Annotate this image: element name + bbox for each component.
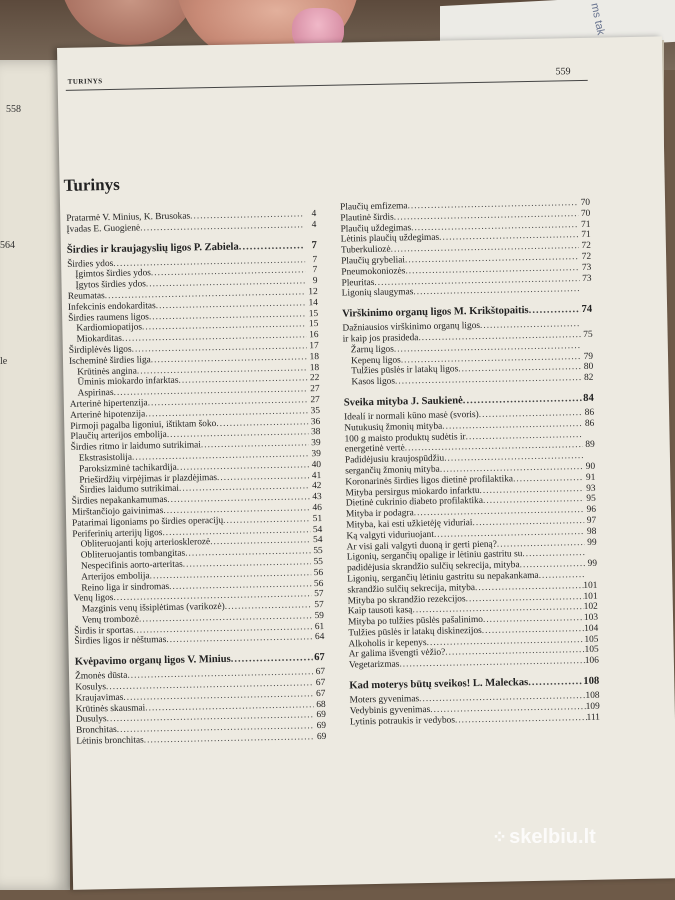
toc-page-number: 101 [583, 591, 598, 602]
toc-entry-label: Prieširdžių virpėjimas ir plazdėjimas [79, 472, 218, 486]
toc-page-number: 90 [585, 461, 596, 472]
toc-entry-label: Kad moterys būtų sveikos! L. Maleckas [349, 677, 529, 692]
toc-entry-label: Ką valgyti viduriuojant [346, 529, 434, 542]
toc-entry-label: Pratarmė V. Minius, K. Brusokas [66, 211, 191, 224]
toc-page-number: 93 [586, 483, 596, 494]
toc-page-number: 56 [313, 567, 324, 578]
toc-page-number: 98 [586, 526, 597, 537]
toc-page-number: 102 [583, 602, 598, 613]
toc-entry-label: Nutukusių žmonių mityba [344, 421, 443, 434]
toc-entry-label: Pneumokoniozės [341, 266, 406, 278]
toc-entry-label: Širdies ydos [67, 258, 114, 270]
toc-entry-label: Ekstrasistolija [78, 452, 133, 464]
toc-page-number: 41 [311, 470, 322, 481]
watermark-text: skelbiu.lt [509, 826, 596, 848]
toc-page-number: 95 [586, 494, 596, 505]
toc-entry-label: Širdies ir kraujagyslių ligos P. Zabiela [66, 241, 239, 256]
toc-entry-label: Plaučių arterijos embolija [70, 430, 167, 443]
toc-entry-label: Ligonių slaugymas [341, 287, 414, 299]
left-page-fragment: le [0, 356, 8, 367]
toc-page-number: 54 [313, 535, 323, 546]
toc-entry-label: Virškinimo organų ligos M. Krikštopaitis [342, 305, 529, 320]
toc-entry-label: Ischeminė širdies liga [68, 355, 151, 367]
toc-page-number: 15 [308, 308, 319, 319]
toc-entry-label: Vegetarizmas [348, 659, 400, 671]
toc-page-number: 55 [313, 546, 323, 557]
toc-page-number: 57 [314, 600, 324, 611]
toc-entry-label: Nespecifinis aorto-arteritas [80, 559, 183, 572]
book-page [57, 36, 675, 889]
toc-entry-label: Plautinė širdis [340, 212, 394, 224]
dots-logo-icon: ⁘ [492, 827, 506, 847]
toc-entry-label: Širdis ir sportas [74, 625, 134, 637]
toc-entry-label: energetinė vertė [344, 443, 405, 455]
toc-page-number: 67 [314, 652, 325, 664]
running-title: TURINYS [67, 77, 103, 86]
toc-entry-label: Ar galima išvengti vėžio? [348, 648, 446, 660]
toc-leader-dots [144, 732, 315, 746]
toc-leader-dots [455, 713, 587, 726]
toc-page-number: 51 [312, 513, 323, 524]
toc-entry-label: Ūminis miokardo infarktas [77, 376, 179, 389]
toc-entry-label: Širdiplėvės ligos [68, 344, 132, 356]
toc-page-number: 71 [581, 219, 591, 230]
toc-page-number: 70 [580, 208, 591, 219]
toc-entry-label: Pleuritas [341, 277, 375, 289]
toc-entry-label: Bronchitas [76, 725, 117, 737]
toc-entry-label: Moters gyvenimas [349, 694, 420, 706]
toc-entry-label: Plaučių grybeliai [341, 255, 406, 267]
toc-left-column [66, 209, 326, 748]
left-page-number: 558 [6, 104, 21, 115]
toc-entry-label: Žmonės dūsta [74, 671, 128, 683]
toc-page-number: 82 [583, 372, 594, 384]
toc-page-number: 67 [315, 688, 326, 700]
toc-entry-label: padidėjusia skrandžio sulčių sekrecija, mityba [346, 560, 520, 574]
toc-page-number: 69 [316, 721, 327, 732]
toc-entry-label: Pirmoji pagalba ligoniui, ištiktam šoko [70, 418, 217, 432]
toc-entry-label: Mityba persirgus miokardo infarktu [345, 485, 480, 499]
toc-page-number: 67 [315, 678, 326, 689]
toc-page-number: 27 [310, 394, 320, 406]
toc-page-number: 91 [585, 472, 596, 483]
toc-entry-label: Koronarinės širdies ligos dietinė profilaktika [345, 474, 514, 488]
toc-entry-label: Obliteruojantis tombangitas [80, 548, 186, 561]
toc-entry-label: Dusulys [75, 714, 107, 726]
toc-page-number: 72 [581, 240, 591, 252]
toc-page-number: 70 [580, 197, 591, 208]
toc-entry-label: Periferinių arterijų ligos [72, 527, 163, 540]
toc-page-number: 69 [316, 732, 327, 743]
toc-entry-label: Kepenų ligos [350, 355, 401, 366]
toc-page-number: 27 [310, 384, 320, 395]
toc-entry-label: sergančių žmonių mityba [345, 464, 440, 477]
toc-page-number: 16 [309, 330, 319, 341]
toc-leader-dots [463, 392, 582, 407]
toc-entry-label: Reino liga ir sindromas [81, 581, 170, 594]
toc-entry-label: Venų ligos [73, 593, 114, 605]
toc-page-number: 84 [583, 392, 594, 404]
toc-page-number: 69 [316, 710, 326, 721]
toc-leader-dots [239, 239, 305, 253]
page-number: 559 [555, 66, 571, 78]
toc-entry-label: Žarnų ligos [350, 344, 394, 356]
toc-page-number: 99 [587, 537, 597, 548]
toc-entry-label: Širdies laidumo sutrikimai [79, 484, 180, 496]
toc-entry-label: ir kaip jos prasideda [342, 333, 419, 345]
toc-entry-label: Reumatas [67, 291, 105, 302]
toc-entry-label: Vedybinis gyvenimas [349, 704, 431, 717]
toc-entry-label: Įgimtos širdies ydos [75, 268, 151, 281]
toc-entry-label: Ar visi gali valgyti duoną ir gerti pieną? [346, 539, 497, 553]
toc-page-number: 105 [584, 645, 599, 656]
toc-entry-label: Mityba, kai esti užkietėję viduriai [346, 518, 473, 531]
toc-entry-label: Širdies raumens ligos [68, 311, 150, 324]
toc-page-number: 54 [312, 524, 323, 535]
toc-right-column [340, 198, 600, 728]
toc-page-number: 86 [584, 418, 595, 429]
toc-entry-label: Kardiomiopatijos [76, 322, 143, 335]
toc-entry-label: Plaučių uždegimas [340, 222, 412, 235]
toc-entry-label: Kvėpavimo organų ligos V. Minius [74, 654, 231, 669]
toc-page-number: 42 [311, 481, 322, 492]
toc-entry-label: Kasos ligos [351, 376, 396, 388]
toc-entry-label: Obliteruojanti kojų arteriosklerozė [80, 537, 211, 550]
toc-page-number: 72 [581, 251, 592, 262]
toc-page-number: 7 [312, 254, 318, 265]
toc-entry-label: Įgytos širdies ydos [75, 279, 146, 291]
toc-page-number: 14 [308, 297, 319, 308]
toc-page-number: 79 [583, 351, 594, 362]
toc-page-number: 9 [312, 276, 318, 287]
toc-entry-label: Sveika mityba J. Saukienė [343, 395, 463, 409]
toc-page-number: 15 [308, 319, 319, 330]
toc-entry-label: Mirštančiojo gaivinimas [71, 505, 164, 518]
toc-page-number: 39 [311, 438, 321, 449]
toc-entry-label: Infekcinis endokarditas [67, 300, 156, 313]
toc-entry-label: Ligonių, sergančių opalige ir lėtiniu gastritu su [346, 549, 523, 563]
toc-entry-label: Kaip tausoti kasą [347, 605, 413, 617]
toc-entry-label: Patarimai ligoniams po širdies operacijų [72, 515, 224, 529]
toc-page-number: 12 [308, 287, 318, 298]
toc-page-number: 7 [312, 265, 318, 276]
toc-page-number: 67 [315, 667, 326, 678]
toc-entry-label: Širdies ritmo ir laidumo sutrikimai [70, 440, 201, 453]
watermark [492, 826, 596, 849]
toc-entry-label: Dažniausios virškinimo organų ligos [342, 321, 481, 334]
toc-page-number: 74 [581, 303, 593, 316]
toc-entry-label: Ligonių, sergančių lėtiniu gastritu su nepakankama [347, 570, 539, 585]
toc-page-number: 39 [311, 448, 321, 460]
toc-entry-label: Kosulys [75, 682, 107, 693]
toc-entry-label: Tulžies pūslės ir latakų ligos [351, 364, 459, 377]
toc-page-number: 43 [312, 492, 322, 503]
toc-entry-label: Aspirinas [77, 388, 114, 399]
toc-entry-label: Krūtinės skausmai [75, 703, 146, 715]
toc-entry-label: Lėtinis plaučių uždegimas [340, 233, 440, 245]
toc-entry-label: Lytinis potraukis ir vedybos [349, 715, 456, 728]
toc-page-number: 18 [309, 351, 320, 362]
toc-leader-dots [528, 675, 583, 689]
toc-page-number: 106 [584, 655, 599, 667]
toc-page-number: 36 [310, 416, 321, 427]
page-title: Turinys [63, 174, 120, 195]
toc-page-number: 97 [586, 515, 597, 526]
toc-entry-label: Idealí ir normali kūno masė (svoris) [344, 409, 479, 423]
toc-page-number: 64 [314, 632, 325, 643]
toc-page-number: 7 [311, 239, 317, 251]
toc-entry-label: 100 g maisto produktų sudėtis ir [344, 431, 466, 445]
toc-entry-label: Padidėjusiu kraujospūdžiu [344, 453, 445, 466]
toc-entry-label: Tulžies pūslės ir latakų diskinezijos [348, 625, 482, 639]
toc-page-number: 105 [584, 634, 599, 645]
toc-page-number: 18 [309, 362, 320, 373]
toc-page-number: 57 [314, 589, 324, 600]
toc-entry-label: Alkoholis ir kepenys [348, 637, 427, 650]
toc-page-number: 101 [583, 580, 598, 591]
toc-leader-dots [231, 651, 313, 666]
toc-page-number: 22 [309, 373, 320, 384]
card-text: ms tak [588, 2, 607, 37]
toc-page-number: 111 [586, 712, 601, 723]
toc-entry-label: Širdies ligos ir nėštumas [74, 635, 167, 648]
toc-entry-label: Arterinė hipotenzija [69, 409, 146, 421]
header-rule [66, 80, 588, 91]
toc-entry-label: Tuberkuliozė [340, 244, 391, 256]
toc-page-number: 73 [581, 262, 592, 273]
toc-entry-label: Venų trombozė [81, 614, 140, 626]
toc-page-number: 61 [314, 621, 325, 632]
toc-entry-label: Dietinė cukrinio diabeto profilaktika [345, 496, 484, 509]
toc-page-number: 73 [582, 273, 592, 284]
toc-entry-label: Mazginis venų išsiplėtimas (varikozė) [81, 601, 225, 615]
toc-page-number: 56 [313, 578, 324, 589]
toc-leader-dots [529, 303, 581, 317]
toc-entry-label: Paroksizminė tachikardija [78, 462, 177, 475]
toc-entry-label: Arterijos embolija [81, 571, 150, 583]
toc-page-number: 4 [311, 209, 317, 220]
toc-entry-label: Širdies nepakankamumas [71, 495, 168, 507]
toc-entry-label: Kraujavimas [75, 692, 124, 704]
toc-entry-label: Mityba ir podagra [345, 508, 414, 520]
toc-page-number: 75 [583, 329, 593, 340]
toc-page-number: 46 [312, 502, 322, 514]
toc-entry-label: Įvadas E. Guogienė [66, 223, 141, 235]
toc-page-number: 38 [310, 427, 321, 438]
toc-page-number: 68 [316, 699, 326, 710]
toc-page-number: 35 [310, 405, 321, 416]
toc-entry-label: Plaučių emfizema [340, 201, 408, 213]
toc-page-number: 104 [584, 623, 599, 634]
toc-entry-label: skrandžio sulčių sekrecija, mityba [347, 582, 476, 596]
toc-page-number: 86 [584, 407, 595, 418]
toc-page-number: 59 [314, 610, 325, 622]
toc-page-number: 108 [585, 690, 600, 702]
toc-page-number: 89 [585, 440, 595, 451]
toc-page-number: 71 [581, 230, 591, 241]
toc-entry-label: Krūtinės angina [77, 366, 137, 378]
toc-page-number: 108 [583, 675, 600, 688]
toc-page-number: 17 [309, 340, 319, 352]
toc-entry-label: Mityba po tulžies pūslės pašalinimo [347, 615, 484, 628]
toc-page-number: 96 [586, 504, 597, 516]
toc-page-number: 99 [587, 558, 598, 570]
toc-page-number: 80 [583, 362, 594, 373]
toc-entry-label: Miokarditas [76, 333, 123, 345]
toc-page-number: 109 [585, 701, 600, 712]
toc-page-number: 4 [311, 219, 317, 230]
toc-entry-label: Mityba po skrandžio rezekcijos [347, 593, 466, 607]
left-page-fragment: 564 [0, 240, 15, 251]
toc-entry-label: Arterinė hipertenzija [69, 398, 148, 410]
toc-page-number: 40 [311, 459, 322, 470]
toc-page-number: 103 [583, 612, 599, 624]
toc-page-number: 55 [313, 556, 324, 568]
toc-entry-label: Lėtinis bronchitas [76, 735, 144, 747]
